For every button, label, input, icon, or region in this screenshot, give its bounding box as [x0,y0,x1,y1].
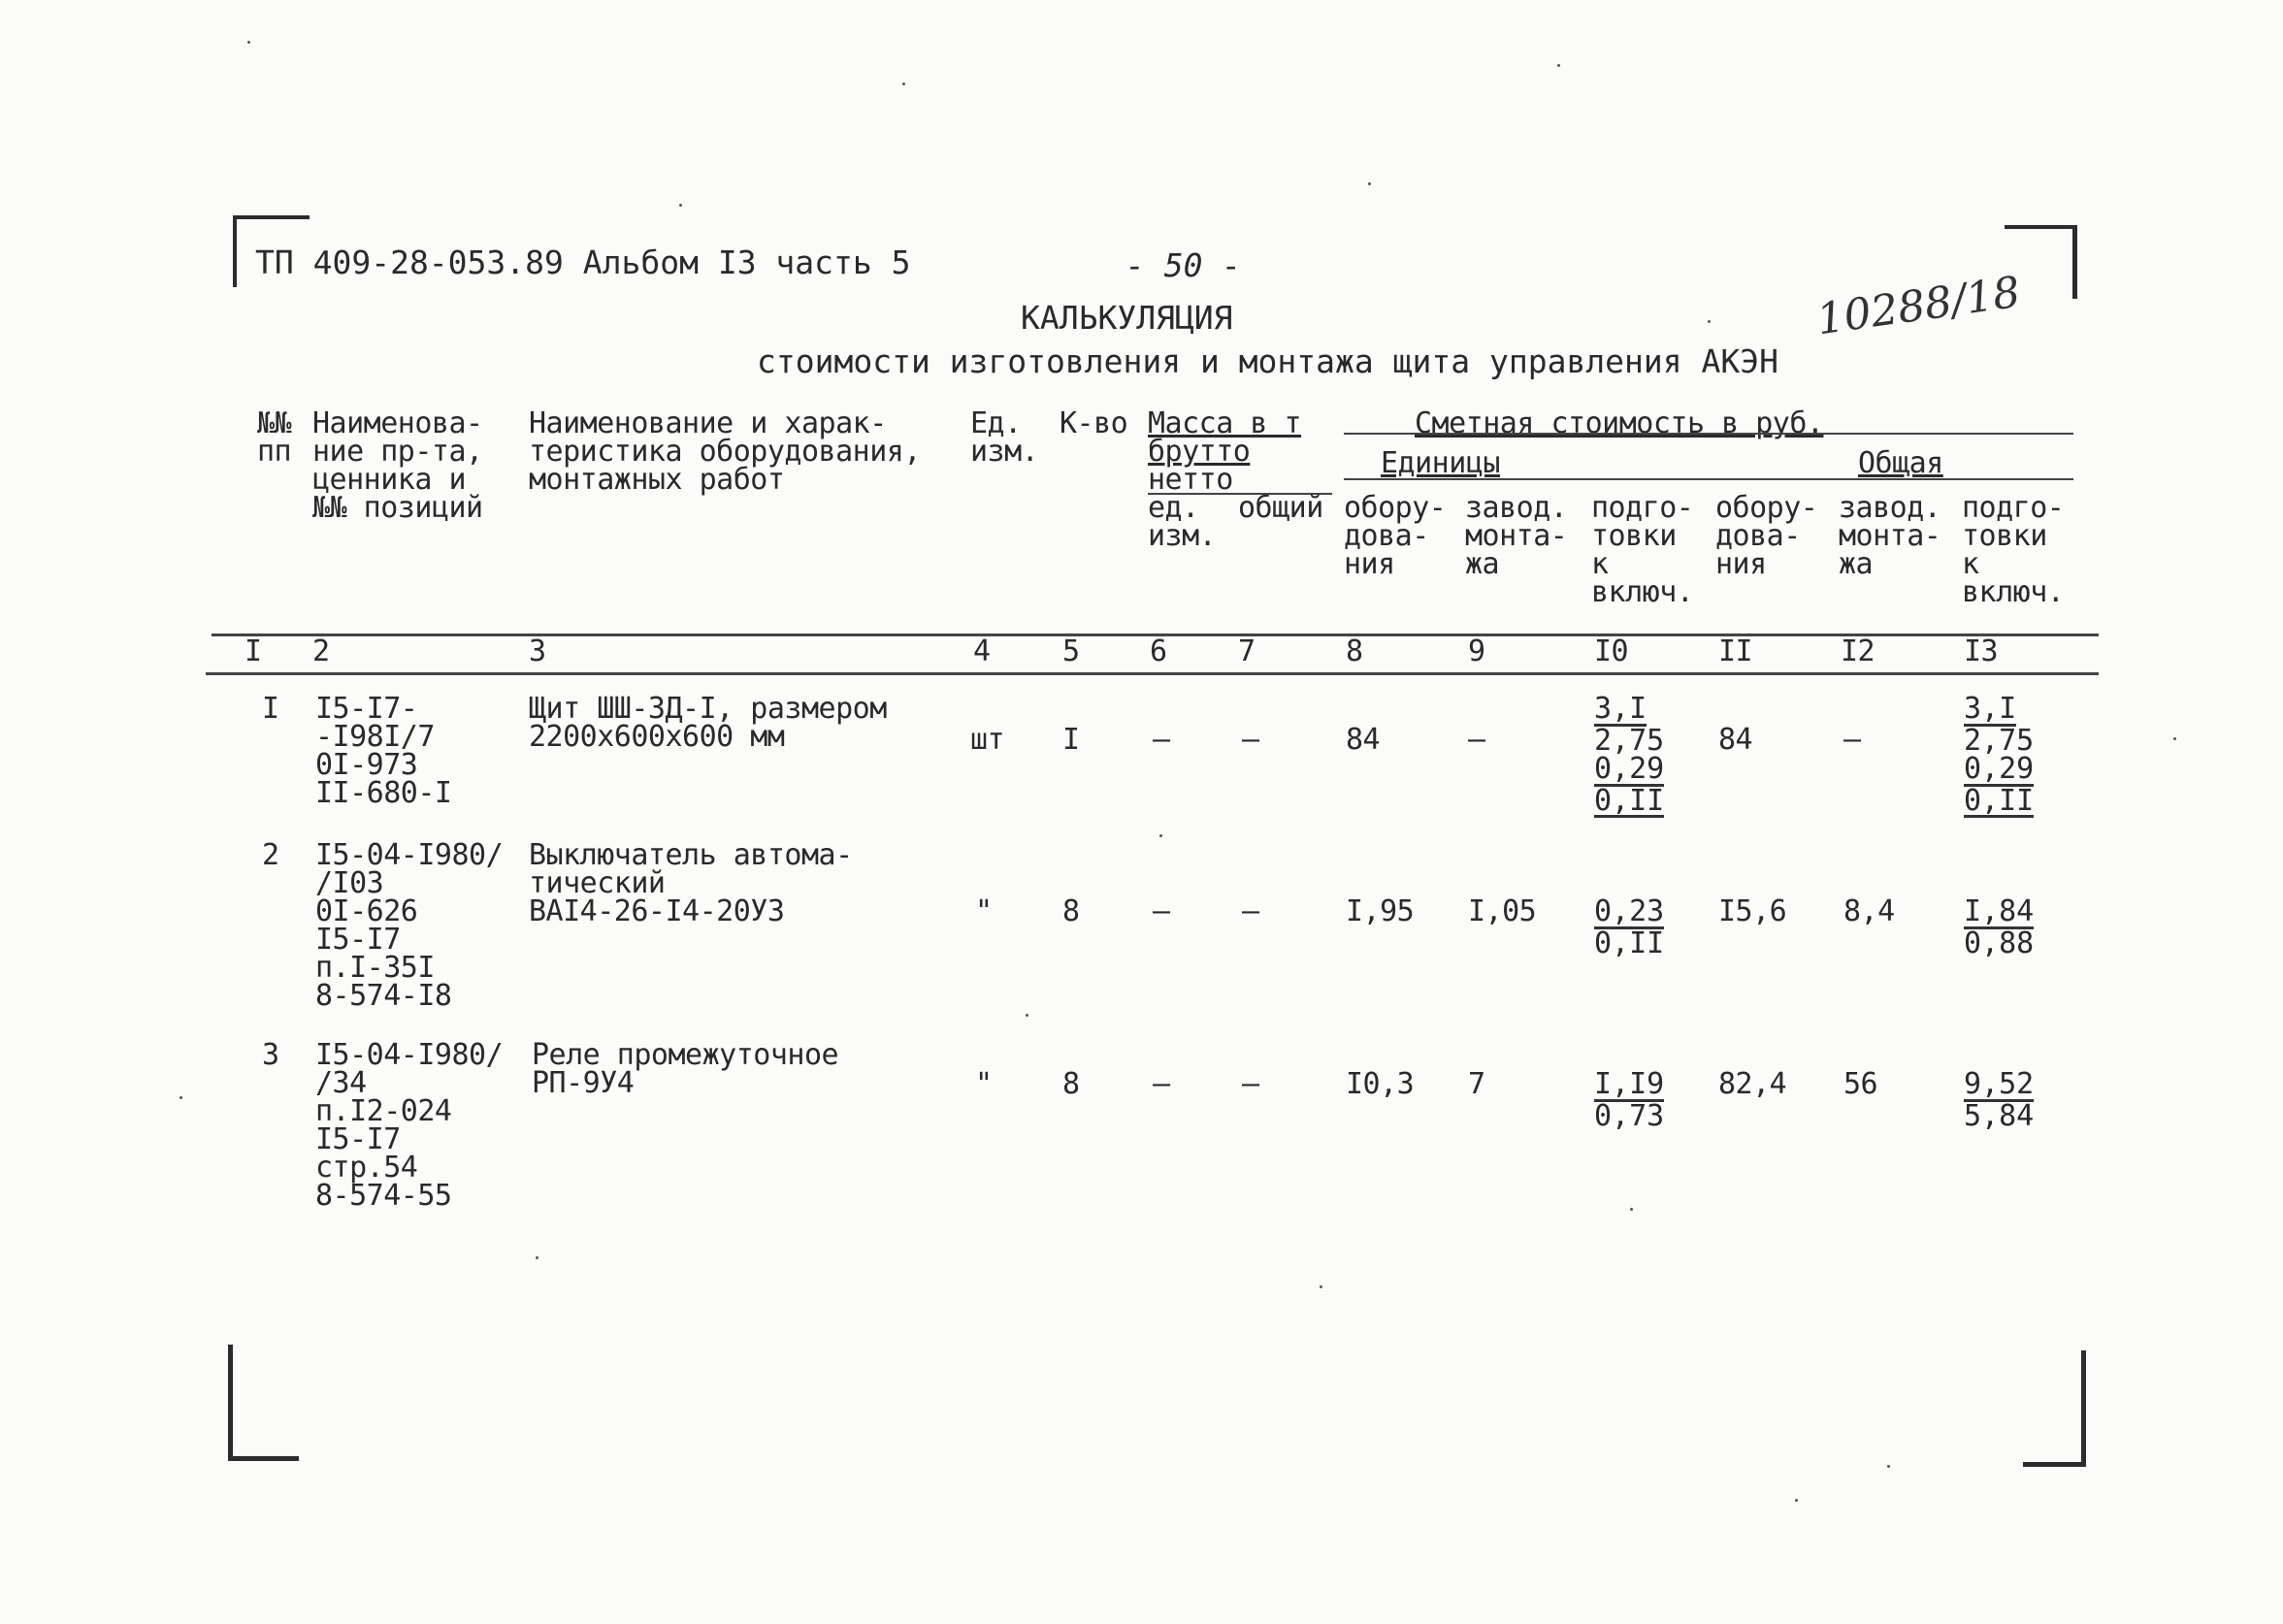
row-unit-mounting: – [1468,723,1485,757]
row-code-line: 0I-973 [315,748,418,782]
column-number: 7 [1238,634,1256,668]
header-col-number-line1: №№ [257,406,292,440]
header-col-code-line4: №№ позиций [312,491,483,525]
row-unit-equipment: I0,3 [1346,1067,1415,1101]
column-number: 9 [1468,634,1485,668]
column-number: I2 [1841,634,1875,668]
row-mass-total: – [1242,894,1259,928]
header-total-equip-line1: обору- [1715,491,1818,525]
header-mass-title: Масса в т [1148,406,1302,440]
row-code-line: 0I-626 [315,894,418,928]
scan-speck [1320,1285,1322,1288]
row-code-line: /34 [315,1066,367,1100]
document-subtitle: стоимости изготовления и монтажа щита управления АКЭН [757,342,1778,380]
row-unit: " [975,1067,993,1101]
header-unit-mount-line1: завод. [1465,491,1568,525]
row-mass-total: – [1242,1067,1259,1101]
row-code-line: -I98I/7 [315,720,435,754]
column-number: 5 [1062,634,1080,668]
row-name-line: РП-9У4 [532,1066,635,1100]
header-total-prep-line2: товки [1962,519,2047,553]
column-number: I0 [1594,634,1629,668]
header-col-name-line1: Наименование и харак- [529,406,887,440]
row-code-line: п.I-35I [315,951,435,985]
header-col-name-line2: теристика оборудования, [529,435,921,469]
column-number: 6 [1150,634,1167,668]
header-unit-equip-line2: дова- [1344,519,1429,553]
column-number: 3 [529,634,546,668]
row-unit: шт [970,723,1005,757]
header-unit-prep-line1: подго- [1591,491,1694,525]
header-total-prep-line1: подго- [1962,491,2065,525]
row-code-line: 8-574-I8 [315,979,452,1013]
header-total-prep-line4: включ. [1962,575,2065,609]
row-name-line: тический [529,866,666,900]
header-unit-mount-line2: монта- [1465,519,1568,553]
row-code-line: I5-I7 [315,1122,401,1156]
header-unit-mount-line3: жа [1465,547,1500,581]
row-number: 2 [262,838,279,872]
row-unit-preparation: 3,I 2,75 0,29 0,II [1594,692,1665,818]
scan-speck [1557,64,1560,67]
header-col-code-line3: ценника и [312,463,467,497]
row-unit-mounting: I,05 [1468,894,1537,928]
row-total-equipment: I5,6 [1718,894,1787,928]
header-unit-equip-line3: ния [1344,547,1395,581]
header-mass-unit-line1: ед. [1148,491,1199,525]
scan-speck [1026,1014,1028,1017]
row-code-line: I5-04-I980/ [315,838,504,872]
scan-speck [536,1256,538,1259]
scan-speck [1630,1208,1633,1211]
header-units-title: Единицы [1381,446,1500,480]
header-col-name-line3: монтажных работ [529,463,785,497]
row-total-preparation: $\frac{9,52}{5,84}$ [1964,1067,2035,1133]
header-mass-total: общий [1238,491,1323,525]
column-number: 4 [973,634,991,668]
header-unit-prep-line4: включ. [1591,575,1694,609]
header-total-equip-line2: дова- [1715,519,1801,553]
row-code-line: стр.54 [315,1151,418,1185]
row-code-line: 8-574-55 [315,1179,452,1213]
row-code-line: п.I2-024 [315,1094,452,1128]
row-total-preparation: $\frac{I,84}{0,88}$ [1964,894,2035,960]
row-mass-unit: – [1153,723,1170,757]
row-name-line: 2200x600x600 мм [529,720,785,754]
row-name-line: Реле промежуточное [532,1038,839,1072]
corner-mark-bottom-right [2023,1350,2086,1467]
scan-speck [179,1096,182,1099]
row-name-line: ВАI4-26-I4-20У3 [529,894,785,928]
header-total-title: Общая [1858,446,1943,480]
scan-speck [1795,1499,1798,1502]
row-unit-preparation: $\frac{I,I9}{0,73}$ [1594,1067,1665,1133]
row-unit-preparation: $\frac{0,23}{0,II}$ [1594,894,1665,960]
row-total-equipment: 82,4 [1718,1067,1787,1101]
row-code-line: I5-I7 [315,923,401,957]
header-col-number-line2: пп [257,435,292,469]
document-title: КАЛЬКУЛЯЦИЯ [1021,299,1233,337]
scan-speck [1159,834,1162,837]
row-mass-unit: – [1153,894,1170,928]
header-unit-prep-line3: к [1591,547,1609,581]
row-code-line: II-680-I [315,776,452,810]
row-total-mounting: 56 [1843,1067,1878,1101]
header-cost-title: Сметная стоимость в руб. [1415,406,1824,440]
row-total-mounting: 8,4 [1843,894,1895,928]
corner-mark-bottom-left [228,1345,299,1461]
row-unit-equipment: I,95 [1346,894,1415,928]
header-col-code-line2: ние пр-та, [312,435,483,469]
header-col-code-line1: Наименова- [312,406,483,440]
row-unit: " [975,894,993,928]
column-number: 2 [312,634,330,668]
header-unit-prep-line2: товки [1591,519,1677,553]
row-code-line: /I03 [315,866,384,900]
header-total-equip-line3: ния [1715,547,1767,581]
row-mass-total: – [1242,723,1259,757]
header-total-mount-line3: жа [1839,547,1874,581]
row-quantity: 8 [1062,1067,1080,1101]
header-col-unit-line1: Ед. [970,406,1022,440]
header-total-mount-line2: монта- [1839,519,1941,553]
row-unit-equipment: 84 [1346,723,1381,757]
row-unit-mounting: 7 [1468,1067,1485,1101]
header-col-quantity: К-во [1060,406,1128,440]
column-number: I3 [1964,634,1999,668]
row-number: 3 [262,1038,279,1072]
header-total-prep-line3: к [1962,547,1979,581]
row-code-line: I5-04-I980/ [315,1038,504,1072]
row-name-line: Выключатель автома- [529,838,853,872]
header-mass-brutto: брутто [1148,435,1251,469]
row-name-line: Щит ШШ-ЗД-I, размером [529,692,887,726]
header-mass-unit-line2: изм. [1148,519,1217,553]
row-quantity: 8 [1062,894,1080,928]
scan-speck [1368,182,1371,185]
column-numbers-bottom-rule [206,672,2099,675]
scan-speck [247,41,250,44]
column-number: 8 [1346,634,1363,668]
scan-speck [1887,1465,1890,1468]
row-code-line: I5-I7- [315,692,418,726]
handwritten-archive-number: 10288/18 [1813,267,2024,345]
row-total-mounting: – [1843,723,1861,757]
header-unit-equip-line1: обору- [1344,491,1447,525]
scan-speck [679,204,682,207]
header-total-mount-line1: завод. [1839,491,1941,525]
row-total-equipment: 84 [1718,723,1753,757]
row-mass-unit: – [1153,1067,1170,1101]
document-reference: ТП 409-28-053.89 Альбом I3 часть 5 [255,244,911,281]
column-number: II [1718,634,1753,668]
column-number: I [245,634,262,668]
header-cost-rule [1344,433,2073,435]
page-number: - 50 - [1125,246,1242,284]
header-units-rule [1344,478,2073,480]
scan-speck [1708,320,1711,323]
row-quantity: I [1062,723,1080,757]
row-total-preparation: 3,I 2,75 0,29 0,II [1964,692,2035,818]
scan-speck [2173,737,2176,740]
header-col-unit-line2: изм. [970,435,1039,469]
header-mass-netto: нетто [1148,463,1233,497]
scan-speck [902,82,905,85]
row-number: I [262,692,279,726]
